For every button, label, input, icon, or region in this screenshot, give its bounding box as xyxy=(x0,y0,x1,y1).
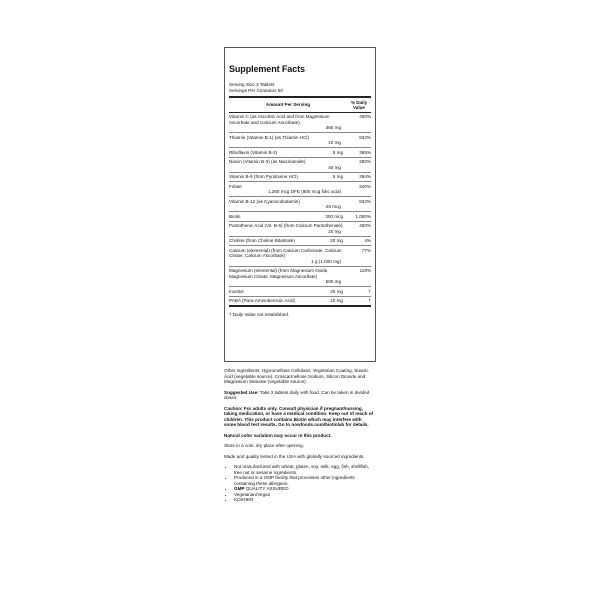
nutrient-dv: 1,000% xyxy=(355,213,371,219)
storage-note: Store in a cool, dry place after opening. xyxy=(224,443,304,448)
servings-per-container: Servings Per Container 50 xyxy=(229,87,283,93)
nutrient-amount: 20 mg xyxy=(330,238,343,244)
suggested-use-text: Take 2 tablets daily with food. Can be taken in divided doses. xyxy=(224,389,370,400)
table-row xyxy=(229,182,371,197)
caution-label: Caution: xyxy=(224,405,243,411)
nutrient-amount: 20 mg xyxy=(330,288,343,294)
gmp-label: GMP xyxy=(234,486,245,491)
table-row xyxy=(229,133,371,148)
nutrient-dv: 400% xyxy=(359,114,371,120)
nutrient-dv: † xyxy=(368,288,371,294)
nutrient-dv: 77% xyxy=(361,247,371,253)
nutrient-dv: † xyxy=(368,298,371,304)
nutrient-amount: 360 mg xyxy=(325,125,341,131)
caution-text: For adults only. Consult physician if pregnant/nursing, taking medication, or have a medical condition. Keep out of reach of children. This product contains Biotin which may interfere with some blood test results. Go to nowfoods.com/biotinlab for details. xyxy=(224,405,374,427)
nutrient-name: Biotin xyxy=(229,213,241,219)
table-row xyxy=(229,267,371,288)
nutrient-amount: 1,360 mcg DFE (800 mcg folic acid) xyxy=(267,189,341,195)
nutrient-name: Inositol xyxy=(229,288,244,294)
nutrient-amount: 5 mg xyxy=(332,174,343,180)
nutrient-name: Vitamin C (as Ascorbic Acid and from Magnesium Ascorbate and Calcium Ascorbate) xyxy=(229,114,330,125)
panel-title: Supplement Facts xyxy=(229,64,305,74)
nutrient-amount: 1 g (1,000 mg) xyxy=(311,258,341,264)
dv-header: % Daily Value xyxy=(350,100,368,111)
nutrient-dv: 833% xyxy=(359,198,371,204)
list-item: • KOSHER xyxy=(234,497,374,503)
table-header xyxy=(229,96,371,112)
serving-size: Serving Size 2 Tablets xyxy=(229,82,275,87)
nutrient-dv: 400% xyxy=(359,223,371,229)
nutrient-amount: 5 mg xyxy=(332,149,343,155)
made-in-usa-note: Made and quality tested in the USA with globally sourced ingredients. xyxy=(224,453,365,459)
dv-footnote: † Daily Value not established. xyxy=(229,312,290,318)
nutrient-dv: 4% xyxy=(364,238,371,244)
suggested-use xyxy=(224,390,374,401)
table-row xyxy=(229,173,371,183)
amount-header: Amount Per Serving xyxy=(265,102,311,108)
table-row xyxy=(229,148,371,158)
list-item: • Produced in a GMP facility that processes other ingredients containing these allergens. xyxy=(234,475,374,486)
table-row xyxy=(229,222,371,237)
list-item: • Not manufactured with wheat, gluten, soy, milk, egg, fish, shellfish, tree nut or sesame ingredients. xyxy=(234,464,374,475)
nutrient-amount: 500 mg xyxy=(325,279,341,285)
table-row xyxy=(229,237,371,247)
nutrient-name: Choline (from Choline Bitartrate) xyxy=(229,238,295,244)
nutrient-dv: 250% xyxy=(359,159,371,165)
nutrient-dv: 294% xyxy=(359,174,371,180)
suggested-use-label: Suggested Use: xyxy=(224,389,259,395)
nutrient-amount: 20 mcg xyxy=(325,204,341,210)
nutrient-name: Niacin (Vitamin B-3) (as Niacinamide) xyxy=(229,159,306,165)
table-row xyxy=(229,197,371,212)
label-text-block xyxy=(224,368,374,503)
nutrient-dv: 385% xyxy=(359,149,371,155)
nutrient-amount: 300 mcg xyxy=(325,213,343,219)
nutrient-name: Pantothenic Acid (Vit. B-5) (from Calcium Pantothenate) xyxy=(229,223,343,229)
nutrient-name: Vitamin B-12 (as Cyanocobalamin) xyxy=(229,198,300,204)
nutrient-amount: 10 mg xyxy=(328,140,341,146)
nutrient-name: Magnesium (elemental) (from Magnesium Oxide, Magnesium Citrate, Magnesium Ascorbate) xyxy=(229,268,329,279)
table-row xyxy=(229,212,371,222)
nutrient-name: Folate xyxy=(229,183,242,189)
quality-assured-text: QUALITY ASSURED xyxy=(245,486,289,491)
nutrient-name: Riboflavin (Vitamin B-2) xyxy=(229,149,278,155)
nutrient-amount: 20 mg xyxy=(328,228,341,234)
nutrient-dv: 119% xyxy=(359,268,371,274)
nutrient-name: Vitamin B-6 (from Pyridoxine HCl) xyxy=(229,174,298,180)
list-item: • Vegetarian/Vegan xyxy=(234,492,374,498)
nutrient-table xyxy=(229,113,371,308)
nutrient-name: Thiamin (Vitamin B-1) (as Thiamin HCl) xyxy=(229,134,309,140)
claims-list xyxy=(224,464,374,503)
table-row xyxy=(229,287,371,297)
table-row xyxy=(229,297,371,306)
table-row xyxy=(229,113,371,134)
color-variation-note: Natural color variation may occur in this product. xyxy=(224,432,332,438)
nutrient-name: PABA (Para-Aminobenzoic Acid) xyxy=(229,298,296,304)
other-ingredients: Other ingredients: Hypromellose Cellulose, Vegetarian Coating, Stearic Acid (vegetable source), Croscarmellose Sodium, Silicon Dioxide and Magnesium Stearate (vegetable source). xyxy=(224,368,369,384)
nutrient-amount: 10 mg xyxy=(330,298,343,304)
nutrient-dv: 340% xyxy=(359,183,371,189)
table-row xyxy=(229,246,371,267)
nutrient-name: Calcium (elemental) (from Calcium Carbonate, Calcium Citrate, Calcium Ascorbate) xyxy=(229,247,342,259)
table-row xyxy=(229,158,371,173)
nutrient-amount: 40 mg xyxy=(328,164,341,170)
caution xyxy=(224,406,374,428)
supplement-facts-panel xyxy=(224,47,376,362)
nutrient-dv: 833% xyxy=(359,134,371,140)
